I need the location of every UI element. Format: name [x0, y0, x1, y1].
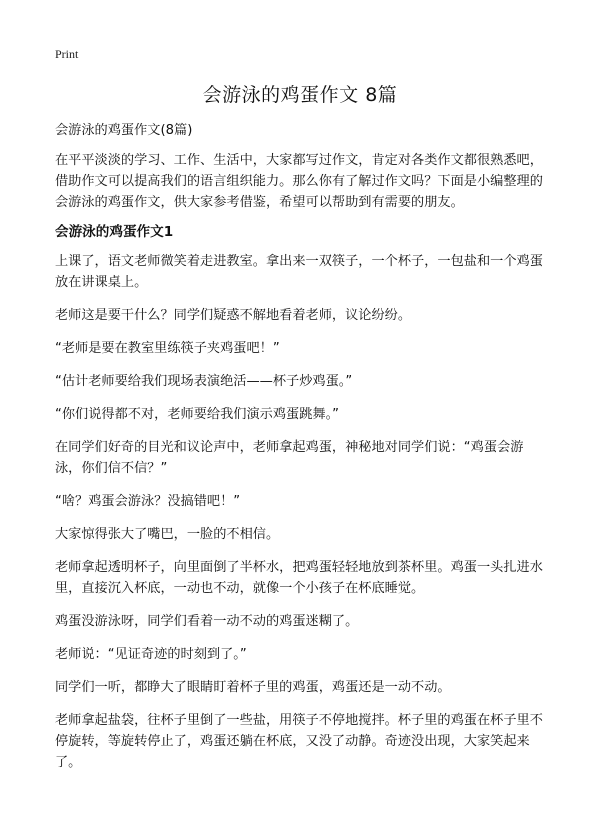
section-heading: 会游泳的鸡蛋作文1	[55, 224, 174, 240]
paragraph: 老师拿起盐袋，往杯子里倒了一些盐，用筷子不停地搅拌。杯子里的鸡蛋在杯子里不停旋转，等旋转停止了，鸡蛋还躺在杯底，又没了动静。奇迹没出现，大家笑起来了。	[55, 713, 543, 770]
paragraph: 鸡蛋没游泳呀，同学们看着一动不动的鸡蛋迷糊了。	[55, 614, 359, 629]
paragraph: 在同学们好奇的目光和议论声中，老师拿起鸡蛋，神秘地对同学们说：“鸡蛋会游泳，你们信不信？”	[55, 440, 524, 476]
print-link[interactable]: Print	[55, 47, 79, 61]
paragraph: “你们说得都不对，老师要给我们演示鸡蛋跳舞。”	[55, 407, 339, 422]
paragraph: “啥？鸡蛋会游泳？没搞错吧！”	[55, 494, 241, 509]
paragraph: 上课了，语文老师微笑着走进教室。拿出来一双筷子，一个杯子，一包盐和一个鸡蛋放在讲课桌上。	[55, 254, 543, 290]
paragraph: “老师是要在教室里练筷子夹鸡蛋吧！”	[55, 341, 280, 356]
article-body	[55, 120, 545, 785]
paragraph: 老师拿起透明杯子，向里面倒了半杯水，把鸡蛋轻轻地放到茶杯里。鸡蛋一头扎进水里，直接沉入杯底，一动也不动，就像一个小孩子在杯底睡觉。	[55, 560, 543, 596]
paragraph: 大家惊得张大了嘴巴，一脸的不相信。	[55, 527, 280, 542]
paragraph: 老师这是要干什么？同学们疑惑不解地看着老师，议论纷纷。	[55, 308, 412, 323]
paragraph: 同学们一听，都睁大了眼睛盯着杯子里的鸡蛋，鸡蛋还是一动不动。	[55, 680, 451, 695]
page-title: 会游泳的鸡蛋作文 8篇	[202, 84, 398, 106]
paragraph: 老师说：“见证奇迹的时刻到了。”	[55, 647, 247, 662]
intro-paragraph: 在平平淡淡的学习、工作、生活中，大家都写过作文，肯定对各类作文都很熟悉吧，借助作文可以提高我们的语言组织能力。那么你有了解过作文吗？下面是小编整理的会游泳的鸡蛋作文，供大家参考借鉴，希望可以帮助到有需要的朋友。	[55, 153, 543, 210]
paragraph: “估计老师要给我们现场表演绝活——杯子炒鸡蛋。”	[55, 374, 353, 389]
article-subtitle: 会游泳的鸡蛋作文(8篇)	[55, 123, 193, 138]
